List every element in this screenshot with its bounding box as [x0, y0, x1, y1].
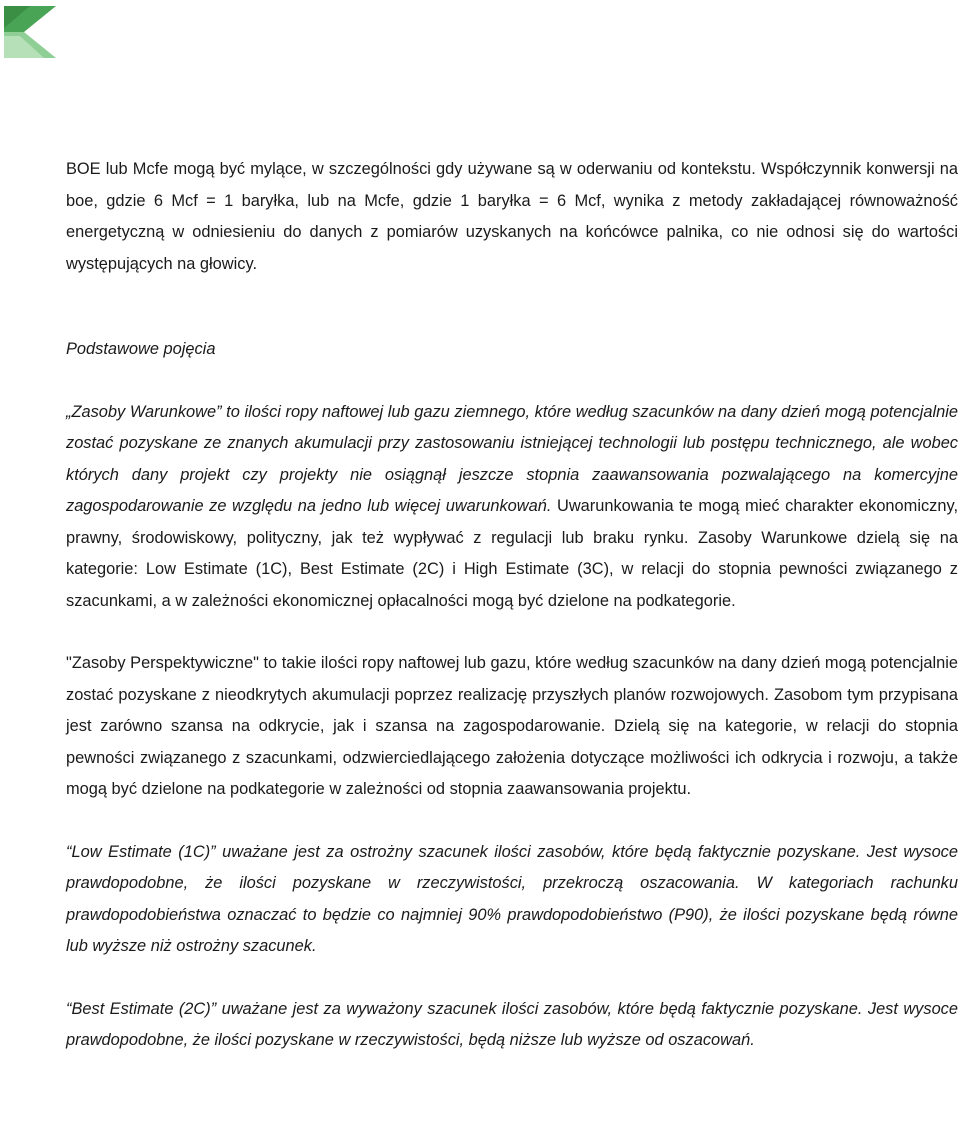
contingent-definition: „Zasoby Warunkowe” to ilości ropy naftowej lub gazu ziemnego, które według szacunków na dany dzień mogą potencjalnie zostać pozyskane ze znanych akumulacji przy zastosowaniu istniejącej technologii lub postępu technicznego, ale wobec których dany projekt czy projekty nie osiągnął jeszcze stopnia zaawansowania pozwalającego na komercyjne zagospodarowanie ze względu na jedno lub więcej uwarunkowań.	[66, 402, 958, 515]
low-estimate-paragraph: “Low Estimate (1C)” uważane jest za ostrożny szacunek ilości zasobów, które będą faktycznie pozyskane. Jest wysoce prawdopodobne, że ilości pozyskane w rzeczywistości, przekroczą oszacowania. W kategoriach rachunku prawdopodobieństwa oznaczać to będzie co najmniej 90% prawdopodobieństwo (P90), że ilości pozyskane będą równe lub wyższe niż ostrożny szacunek.	[66, 842, 958, 955]
boe-paragraph: BOE lub Mcfe mogą być mylące, w szczególności gdy używane są w oderwaniu od kontekstu. Współczynnik konwersji na boe, gdzie 6 Mcf = 1 baryłka, lub na Mcfe, gdzie 1 baryłka = 6 Mcf, wynika z metody zakładającej równoważność energetyczną w odniesieniu do danych z pomiarów uzyskanych na końcówce palnika, co nie odnosi się do wartości występujących na głowicy.	[66, 160, 958, 273]
company-logo-icon	[4, 6, 56, 58]
prospective-resources-paragraph: "Zasoby Perspektywiczne" to takie ilości ropy naftowej lub gazu, które według szacunków na dany dzień mogą potencjalnie zostać pozyskane z nieodkrytych akumulacji poprzez realizację przyszłych planów rozwojowych. Zasobom tym przypisana jest zarówno szansa na odkrycie, jak i szansa na zagospodarowanie. Dzielą się na kategorie, w relacji do stopnia pewności związanego z szacunkami, odzwierciedlającego założenia dotyczące możliwości ich odkrycia i rozwoju, a także mogą być dzielone na podkategorie w zależności od stopnia zaawansowania projektu.	[66, 654, 958, 798]
contingent-resources-paragraph	[66, 397, 958, 618]
document-body	[66, 154, 958, 1057]
best-estimate-paragraph: “Best Estimate (2C)” uważane jest za wyważony szacunek ilości zasobów, które będą faktycznie pozyskane. Jest wysoce prawdopodobne, że ilości pozyskane w rzeczywistości, będą niższe lub wyższe od oszacowań.	[66, 999, 958, 1049]
section-heading: Podstawowe pojęcia	[66, 340, 216, 358]
contingent-details: Uwarunkowania te mogą mieć charakter ekonomiczny, prawny, środowiskowy, polityczny, jak też wypływać z regulacji lub braku rynku. Zasoby Warunkowe dzielą się na kategorie: Low Estimate (1C), Best Estimate (2C) i High Estimate (3C), w relacji do stopnia pewności związanego z szacunkami, a w zależności ekonomicznej opłacalności mogą być dzielone na podkategorie.	[66, 497, 958, 610]
